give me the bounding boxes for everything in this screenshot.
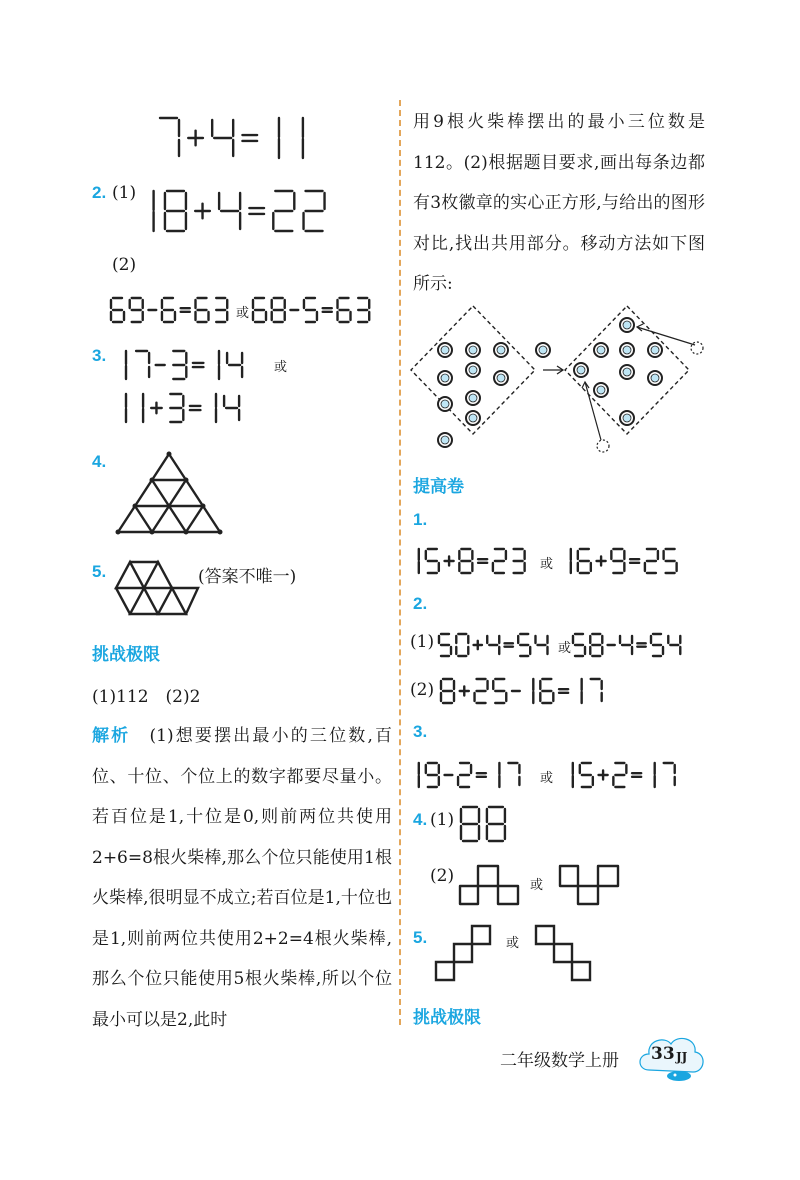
q3-number: 3. <box>92 346 107 365</box>
match-eq-adv2-1b <box>572 633 703 661</box>
triangle-figure-q4 <box>114 450 224 538</box>
triangle-figure-q5 <box>114 558 200 618</box>
or-label: 或 <box>506 936 520 951</box>
or-label: 或 <box>558 641 572 656</box>
challenge-title: 挑战极限 <box>92 645 160 664</box>
adv-q2-number: 2. <box>413 594 428 613</box>
advanced-title: 提高卷 <box>413 477 464 496</box>
page-number: 33 <box>651 1044 675 1064</box>
q5-note: (答案不唯一) <box>198 567 297 587</box>
analysis-text: (1)想要摆出最小的三位数,百位、十位、个位上的数字都要尽量小。若百位是1,十位是0,则前两位共使用2+6=8根火柴棒,那么个位只能使用1根火柴棒,很明显不成立;若百位是1,十位也是1,则前两位共使用2+2=4根火柴棒,那么个位只能使用5根火柴棒,所以个位最小可以是2,此时 <box>92 726 393 1030</box>
q2-number: 2. <box>92 183 107 202</box>
or-label: 或 <box>530 878 544 893</box>
match-eq-adv3-b <box>564 762 705 792</box>
or-label: 或 <box>236 306 250 321</box>
match-eq-top <box>157 117 348 163</box>
adv-q4-number: 4. <box>413 810 428 829</box>
match-eq-q2-1 <box>140 190 362 236</box>
square-figure-adv5-b <box>534 924 594 984</box>
q5-number: 5. <box>92 562 107 581</box>
adv-q4-part1-label: (1) <box>430 810 455 830</box>
adv-q1-number: 1. <box>413 510 428 529</box>
match-eq-q2-2a <box>110 297 251 327</box>
badge-square-diagram <box>405 300 705 460</box>
match-eq-adv2-2 <box>440 678 637 708</box>
match-eq-adv1-b <box>562 548 703 578</box>
continued-analysis: 用9根火柴棒摆出的最小三位数是112。(2)根据题目要求,画出每条边都有3枚徽章的实心正方形,与给出的图形对比,找出共用部分。移动方法如下图所示: <box>413 112 705 294</box>
column-divider <box>399 100 401 1025</box>
adv-q2-part1-label: (1) <box>410 632 435 652</box>
adv-q3-number: 3. <box>413 722 428 741</box>
challenge-answers: (1)112 (2)2 <box>92 687 201 707</box>
q2-part1-label: (1) <box>112 183 137 203</box>
match-eq-q2-2b <box>252 297 393 327</box>
or-label: 或 <box>540 557 554 572</box>
right-challenge-title: 挑战极限 <box>413 1008 481 1027</box>
square-figure-adv4-a <box>458 864 520 906</box>
adv-q4-part2-label: (2) <box>430 866 455 886</box>
adv-q2-part2-label: (2) <box>410 680 435 700</box>
edition-code: JJ <box>676 1050 688 1064</box>
match-eq-adv2-1a <box>438 633 572 661</box>
or-label: 或 <box>540 771 554 786</box>
or-label: 或 <box>274 360 288 375</box>
q2-part2-label: (2) <box>112 255 137 275</box>
square-figure-adv4-b <box>558 864 620 906</box>
adv-q5-number: 5. <box>413 928 428 947</box>
match-eq-q3-b <box>116 393 277 427</box>
match-eq-adv4-1 <box>460 806 522 846</box>
book-title: 二年级数学上册 <box>500 1051 619 1071</box>
q4-number: 4. <box>92 452 107 471</box>
analysis-label: 解析 <box>92 726 131 745</box>
square-figure-adv5-a <box>434 924 494 984</box>
match-eq-adv3-a <box>410 762 554 792</box>
analysis-paragraph <box>92 716 392 1040</box>
match-eq-q3-a <box>116 350 277 384</box>
match-eq-adv1-a <box>410 548 554 578</box>
